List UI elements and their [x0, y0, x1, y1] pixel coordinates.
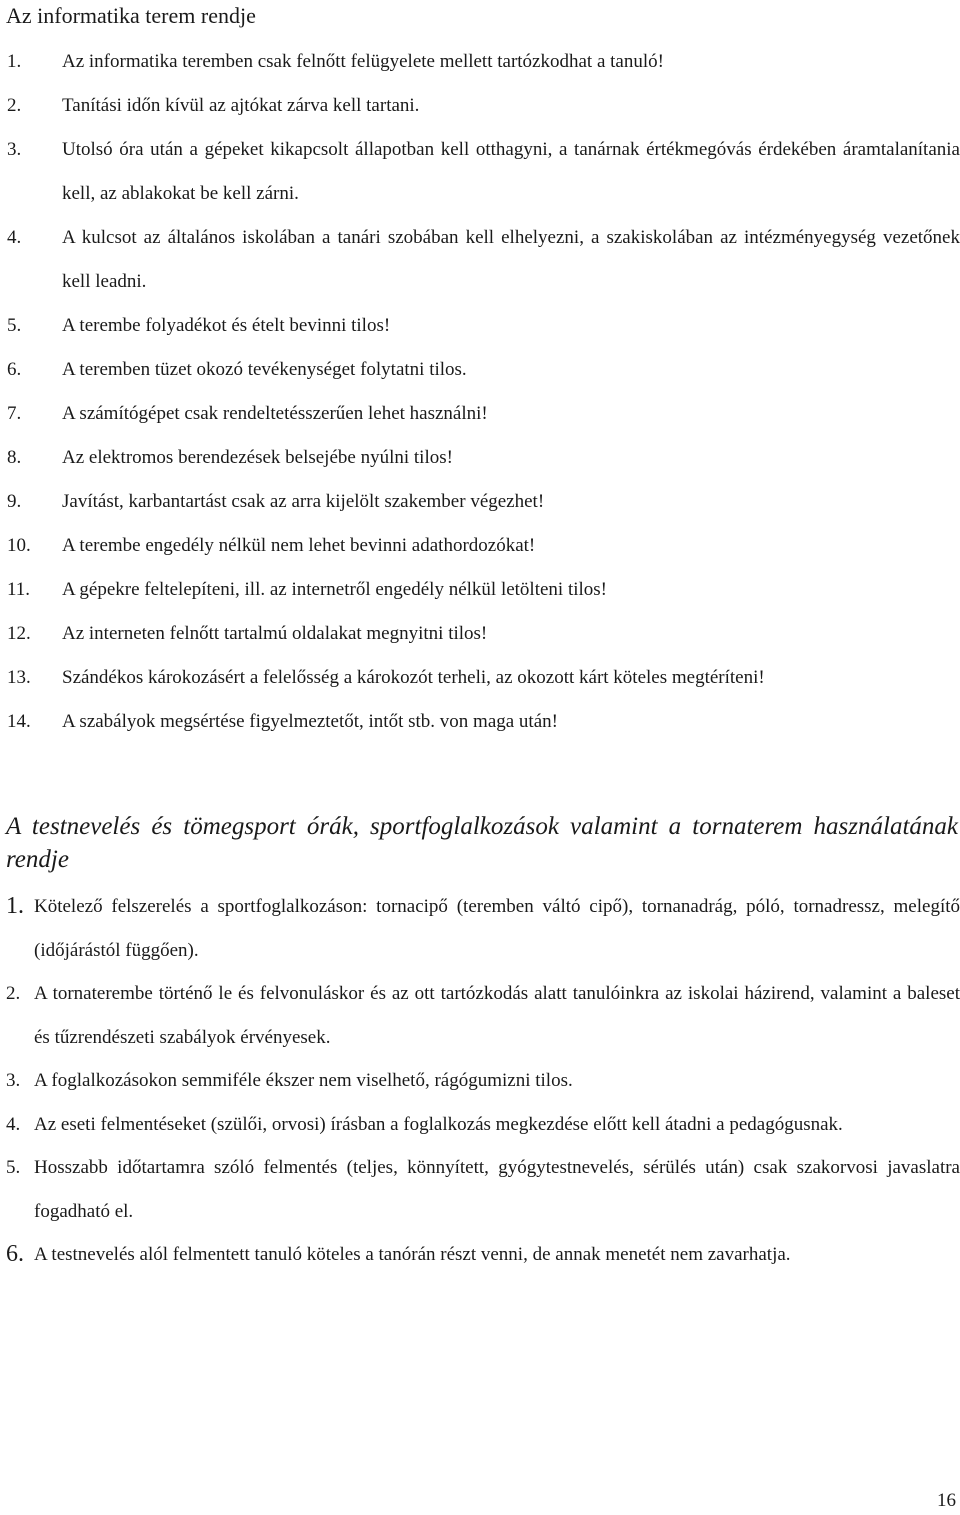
item-text: Hosszabb időtartamra szóló felmentés (teljes, könnyített, gyógytestnevelés, sérülés után) csak szakorvosi javaslatra fogadható el.: [34, 1157, 960, 1222]
sports-rules-list: [0, 885, 960, 1277]
list-item: [0, 524, 960, 568]
list-item: [0, 1059, 960, 1103]
item-number: 14.: [7, 711, 31, 732]
item-text: Szándékos károkozásért a felelősség a károkozót terheli, az okozott kárt köteles megtéríteni!: [62, 667, 765, 688]
item-number: 8.: [7, 447, 22, 468]
item-number: 1.: [6, 893, 24, 919]
list-item: [0, 568, 960, 612]
item-text: A számítógépet csak rendeltetésszerűen lehet használni!: [62, 403, 488, 424]
page-number: 16: [937, 1490, 956, 1511]
item-text: A kulcsot az általános iskolában a tanári szobában kell elhelyezni, a szakiskolában az intézményegység vezetőnek kell leadni.: [62, 227, 960, 292]
item-number: 5.: [7, 315, 22, 336]
item-text: Tanítási időn kívül az ajtókat zárva kell tartani.: [62, 95, 420, 116]
item-text: A szabályok megsértése figyelmeztetőt, intőt stb. von maga után!: [62, 711, 558, 732]
item-number: 9.: [7, 491, 22, 512]
item-text: A tornaterembe történő le és felvonuláskor és az ott tartózkodás alatt tanulóinkra az iskolai házirend, valamint a baleset és tűzrendészeti szabályok érvényesek.: [34, 983, 960, 1048]
item-text: Az informatika teremben csak felnőtt felügyelete mellett tartózkodhat a tanuló!: [62, 51, 664, 72]
list-item: [0, 392, 960, 436]
item-number: 4.: [6, 1113, 21, 1135]
list-item: [0, 700, 960, 744]
list-item: [0, 40, 960, 84]
list-item: [0, 612, 960, 656]
list-item: [0, 1103, 960, 1147]
section-title-sports: A testnevelés és tömegsport órák, sportfoglalkozások valamint a tornaterem használatának rendje: [6, 813, 958, 873]
list-item: [0, 656, 960, 700]
item-number: 4.: [7, 227, 22, 248]
item-number: 12.: [7, 623, 31, 644]
section-title-it-room: Az informatika terem rendje: [6, 3, 256, 28]
list-item: [0, 1233, 960, 1277]
item-number: 13.: [7, 667, 31, 688]
item-text: Az interneten felnőtt tartalmú oldalakat megnyitni tilos!: [62, 623, 488, 644]
item-text: A teremben tüzet okozó tevékenységet folytatni tilos.: [62, 359, 467, 380]
item-text: A testnevelés alól felmentett tanuló köteles a tanórán részt venni, de annak menetét nem zavarhatja.: [34, 1244, 791, 1265]
item-number: 2.: [6, 983, 21, 1004]
list-item: [0, 348, 960, 392]
item-number: 3.: [6, 1070, 21, 1091]
item-number: 10.: [7, 535, 31, 556]
item-text: A terembe engedély nélkül nem lehet bevinni adathordozókat!: [62, 535, 536, 556]
list-item: [0, 972, 960, 1059]
item-number: 3.: [7, 139, 22, 160]
item-number: 5.: [6, 1157, 21, 1178]
item-text: A foglalkozásokon semmiféle ékszer nem viselhető, rágógumizni tilos.: [34, 1070, 573, 1091]
item-text: Az eseti felmentéseket (szülői, orvosi) írásban a foglalkozás megkezdése előtt kell átadni a pedagógusnak.: [34, 1113, 843, 1135]
item-number: 11.: [7, 579, 31, 600]
item-text: Az elektromos berendezések belsejébe nyúlni tilos!: [62, 447, 453, 468]
list-item: [0, 128, 960, 216]
list-item: [0, 216, 960, 304]
it-room-rules-list: [0, 40, 960, 744]
item-number: 1.: [7, 51, 22, 72]
list-item: [0, 436, 960, 480]
list-item: [0, 480, 960, 524]
item-number: 6.: [6, 1241, 24, 1267]
item-text: A gépekre feltelepíteni, ill. az internetről engedély nélkül letölteni tilos!: [62, 579, 608, 600]
item-number: 6.: [7, 359, 22, 380]
item-text: A terembe folyadékot és ételt bevinni tilos!: [62, 315, 391, 336]
item-text: Kötelező felszerelés a sportfoglalkozáson: tornacipő (teremben váltó cipő), tornanadrág, póló, tornadressz, melegítő (időjárástól függően).: [34, 896, 960, 961]
list-item: [0, 885, 960, 972]
list-item: [0, 1146, 960, 1233]
item-number: 7.: [7, 403, 22, 424]
list-item: [0, 84, 960, 128]
list-item: [0, 304, 960, 348]
item-number: 2.: [7, 95, 22, 116]
item-text: Utolsó óra után a gépeket kikapcsolt állapotban kell otthagyni, a tanárnak értékmegóvás érdekében áramtalanítania kell, az ablakokat be kell zárni.: [62, 139, 960, 204]
item-text: Javítást, karbantartást csak az arra kijelölt szakember végezhet!: [62, 491, 545, 512]
